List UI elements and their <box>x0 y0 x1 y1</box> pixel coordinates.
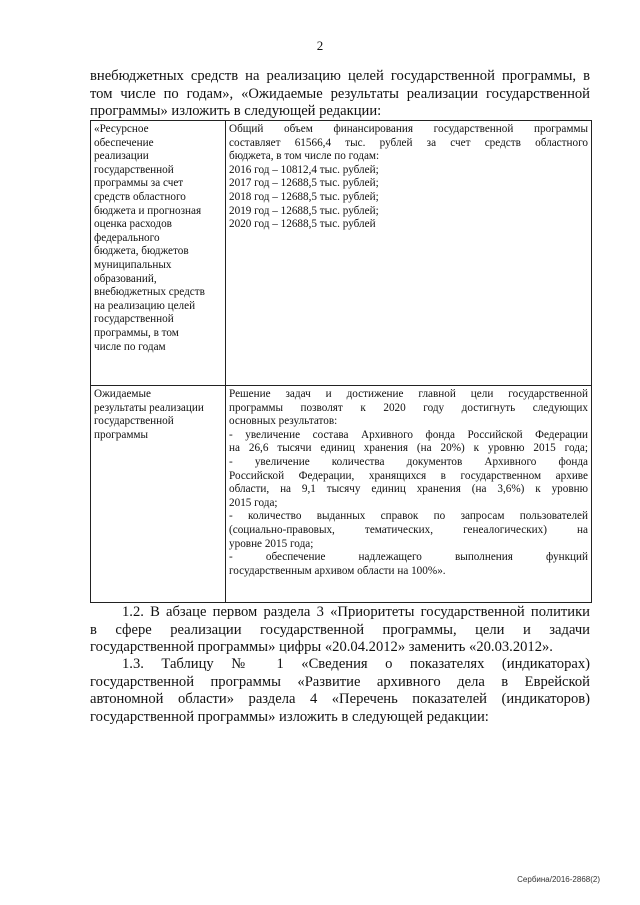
content-line: программы позволят к 2020 году достигнуть следующих <box>229 401 588 414</box>
content-line: основных результатов: <box>229 415 338 428</box>
content-line: 2018 год – 12688,5 тыс. рублей; <box>229 190 379 203</box>
row-label-line: обеспечение <box>94 136 154 149</box>
row-label-line: программы <box>94 428 148 441</box>
paragraph-line: 1.2. В абзаце первом раздела 3 «Приоритеты государственной политики <box>122 604 590 620</box>
content-line: 2019 год – 12688,5 тыс. рублей; <box>229 204 379 217</box>
document-code: Сербина/2016-2868(2) <box>517 875 600 884</box>
paragraph-line: 1.3. Таблицу № 1 «Сведения о показателях (индикаторах) <box>122 656 590 672</box>
row-label-line: бюджета и прогнозная <box>94 204 202 217</box>
row-label-line: государственной <box>94 163 174 176</box>
row-label-line: образований, <box>94 272 157 285</box>
content-line: государственным архивом области на 100%». <box>229 564 446 577</box>
page-number: 2 <box>316 38 324 53</box>
intro-line: программы» изложить в следующей редакции: <box>90 103 382 119</box>
row-label-cell <box>91 121 226 386</box>
row-label-line: государственной <box>94 415 174 428</box>
paragraph-line: государственной программы» изложить в следующей редакции: <box>90 708 489 725</box>
row-label-line: бюджета, бюджетов <box>94 245 189 258</box>
table-row <box>91 386 592 603</box>
table-row <box>91 121 592 386</box>
content-line: (социально-правовых, тематических, генеалогических) на <box>229 523 588 536</box>
row-label-cell <box>91 386 226 603</box>
paragraph-1-2 <box>90 604 590 657</box>
content-line: Решение задач и достижение главной цели государственной <box>229 388 588 400</box>
content-line: - обеспечение надлежащего выполнения функций <box>229 551 588 564</box>
row-label-line: программы за счет <box>94 177 184 190</box>
row-label-line: результаты реализации <box>94 401 204 414</box>
row-label-line: «Ресурсное <box>94 123 149 135</box>
row-label-line: федерального <box>94 231 160 244</box>
paragraph-line: в сфере реализации государственной программы, цели и задачи <box>90 621 590 638</box>
paragraph-line: автономной области» раздела 4 «Перечень показателей (индикаторов) <box>90 691 590 707</box>
row-label-line: числе по годам <box>94 340 166 353</box>
row-label-line: программы, в том <box>94 326 179 339</box>
intro-paragraph <box>90 68 590 121</box>
row-content-cell <box>226 121 592 386</box>
row-label-line: средств областного <box>94 190 186 203</box>
content-line: 2016 год – 10812,4 тыс. рублей; <box>229 163 379 176</box>
paragraph-1-3 <box>90 656 590 726</box>
content-line: уровне 2015 года; <box>229 537 314 550</box>
content-line: Общий объем финансирования государственной программы <box>229 123 588 135</box>
content-line: - увеличение состава Архивного фонда Российской Федерации <box>229 428 588 441</box>
paragraph-line: государственной программы «Развитие архивного дела в Еврейской <box>90 673 590 690</box>
row-label-line: государственной <box>94 313 174 326</box>
row-label-line: Ожидаемые <box>94 388 151 400</box>
content-line: Российской Федерации, хранящихся в государственном архиве <box>229 469 588 482</box>
content-line: 2020 год – 12688,5 тыс. рублей <box>229 218 376 231</box>
content-line: - количество выданных справок по запросам пользователей <box>229 510 588 523</box>
row-label-line: муниципальных <box>94 258 172 271</box>
content-line: бюджета, в том числе по годам: <box>229 150 380 163</box>
content-line: - увеличение количества документов Архивного фонда <box>229 455 588 468</box>
intro-line: том числе по годам», «Ожидаемые результаты реализации государственной <box>90 85 590 102</box>
content-line: области, на 9,1 тысячу единиц хранения (на 3,6%) к уровню <box>229 483 588 496</box>
row-label-line: реализации <box>94 150 149 163</box>
row-label-line: на реализацию целей <box>94 299 196 312</box>
content-line: 2017 год – 12688,5 тыс. рублей; <box>229 177 379 190</box>
intro-line: внебюджетных средств на реализацию целей государственной программы, в <box>90 68 590 84</box>
resources-table <box>90 120 592 603</box>
content-line: на 26,6 тысячи единиц хранения (на 20%) к уровню 2015 года; <box>229 442 588 455</box>
content-line: составляет 61566,4 тыс. рублей за счет средств областного <box>229 136 588 149</box>
content-line: 2015 года; <box>229 496 278 509</box>
paragraph-line: государственной программы» цифры «20.04.2012» заменить «20.03.2012». <box>90 639 553 655</box>
row-label-line: внебюджетных средств <box>94 286 205 299</box>
row-label-line: оценка расходов <box>94 218 172 231</box>
row-content-cell <box>226 386 592 603</box>
